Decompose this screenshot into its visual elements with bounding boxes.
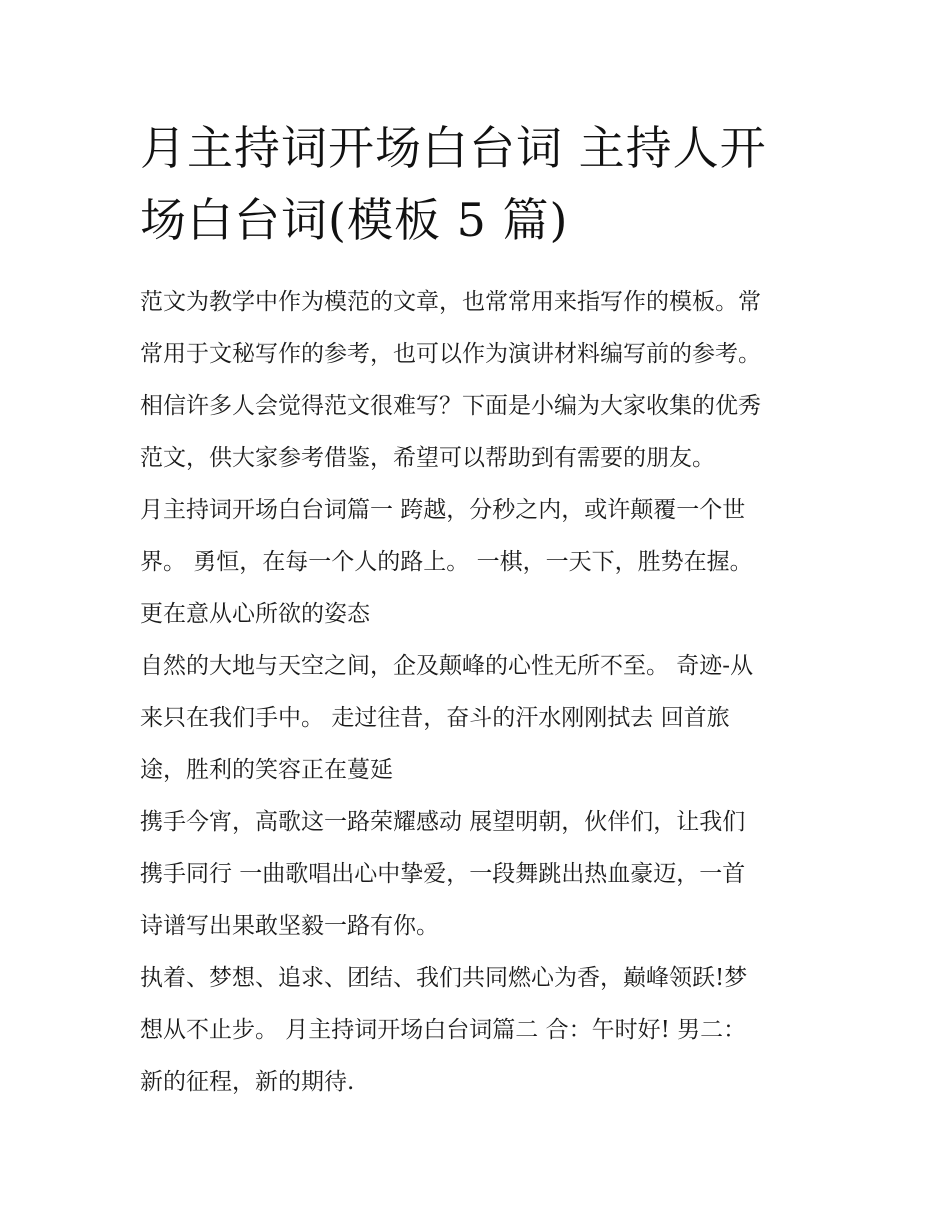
text-line: 界。 勇恒，在每一个人的路上。 一棋，一天下，胜势在握。 <box>140 549 753 575</box>
document-page <box>140 112 820 1108</box>
title-line: 月主持词开场白台词 主持人开 <box>140 121 767 175</box>
text-line: 范文为教学中作为模范的文章，也常常用来指写作的模板。常 <box>140 289 761 315</box>
paragraph-intro <box>140 276 820 484</box>
text-line: 携手同行 一曲歌唱出心中挚爱，一段舞跳出热血豪迈，一首 <box>140 861 746 887</box>
text-line: 诗谱写出果敢坚毅一路有你。 <box>140 913 439 939</box>
paragraph-section-two <box>140 952 820 1108</box>
text-line: 想从不止步。 月主持词开场白台词篇二 合：午时好! 男二： <box>140 1017 747 1043</box>
paragraph-section-one <box>140 484 820 640</box>
text-line: 更在意从心所欲的姿态 <box>140 601 370 627</box>
text-line: 自然的大地与天空之间，企及颠峰的心性无所不至。 奇迹-从 <box>140 653 754 679</box>
text-line: 新的征程，新的期待. <box>140 1069 355 1095</box>
document-title <box>140 112 820 256</box>
title-line: 场白台词(模板 5 篇) <box>140 193 569 247</box>
text-line: 常用于文秘写作的参考，也可以作为演讲材料编写前的参考。 <box>140 341 761 367</box>
document-body <box>140 276 820 1108</box>
text-line: 月主持词开场白台词篇一 跨越，分秒之内，或许颠覆一个世 <box>140 497 746 523</box>
text-line: 途，胜利的笑容正在蔓延 <box>140 757 393 783</box>
text-line: 来只在我们手中。 走过往昔，奋斗的汗水刚刚拭去 回首旅 <box>140 705 730 731</box>
text-line: 执着、梦想、追求、团结、我们共同燃心为香，巅峰领跃!梦 <box>140 965 748 991</box>
text-line: 相信许多人会觉得范文很难写？下面是小编为大家收集的优秀 <box>140 393 761 419</box>
paragraph-tonight <box>140 796 820 952</box>
text-line: 携手今宵，高歌这一路荣耀感动 展望明朝，伙伴们，让我们 <box>140 809 746 835</box>
paragraph-nature <box>140 640 820 796</box>
text-line: 范文，供大家参考借鉴，希望可以帮助到有需要的朋友。 <box>140 445 715 471</box>
